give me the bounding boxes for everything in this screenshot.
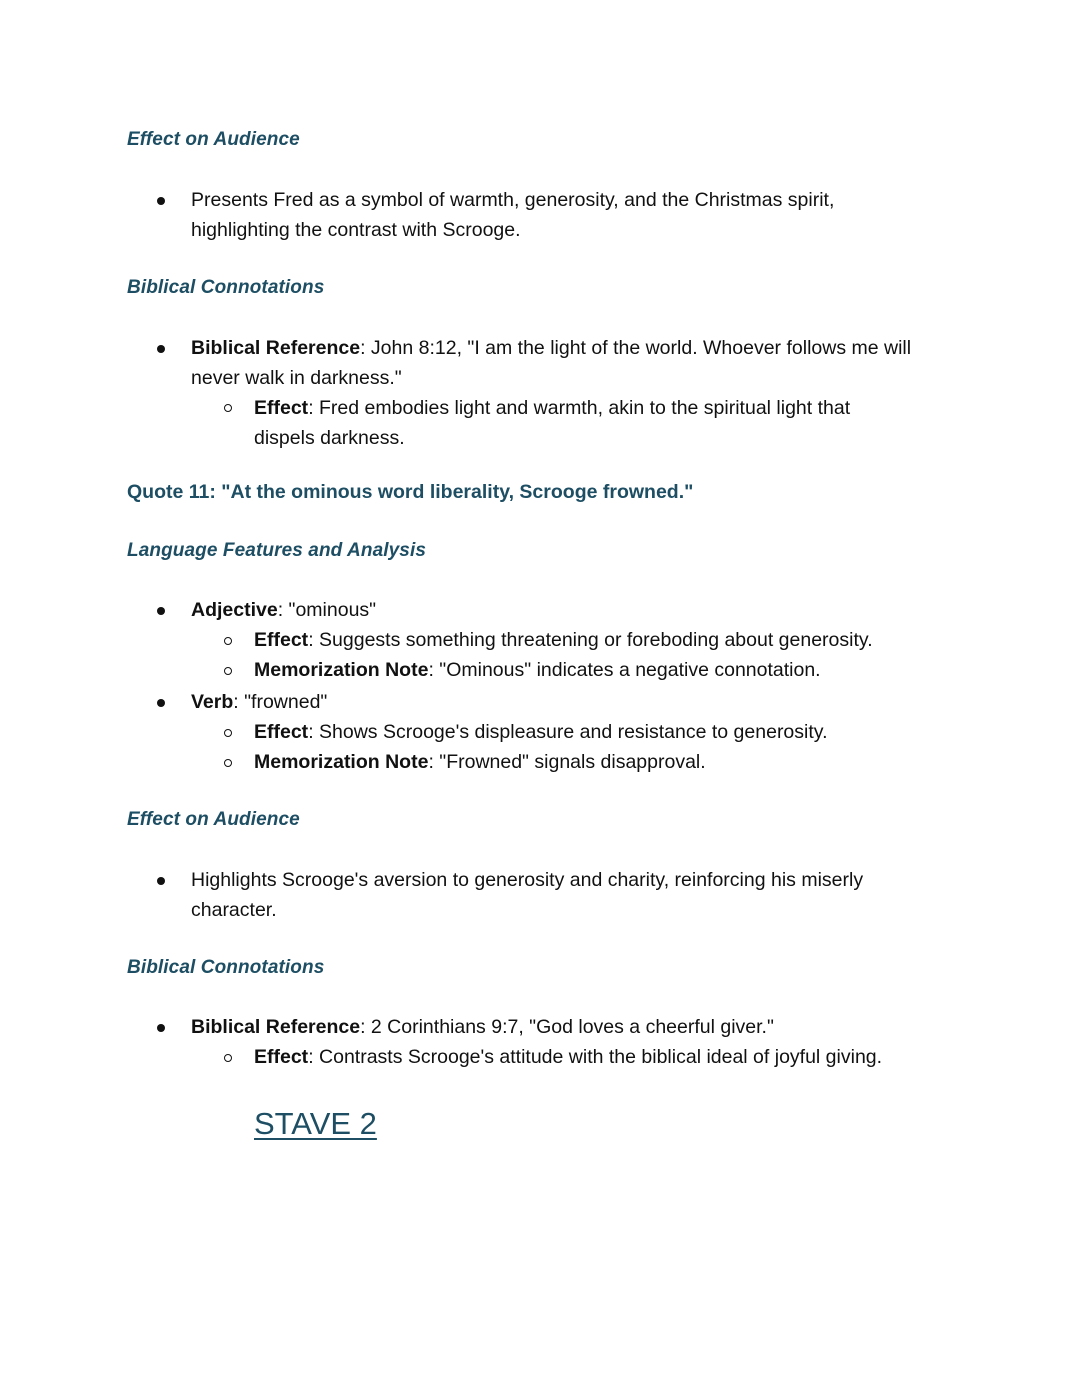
effect-line: Highlights Scrooge's aversion to generosity and charity, reinforcing his miserly — [191, 869, 864, 891]
biblical-effect-line: dispels darkness. — [254, 427, 405, 449]
effect-line: highlighting the contrast with Scrooge. — [191, 219, 521, 241]
effect-line: Presents Fred as a symbol of warmth, generosity, and the Christmas spirit, — [191, 189, 835, 211]
effect-heading-2: Effect on Audience — [127, 809, 300, 830]
effect-label: Effect — [254, 721, 309, 743]
bullet-icon — [157, 877, 165, 885]
biblical-heading-2: Biblical Connotations — [127, 957, 325, 978]
memo-label: Memorization Note — [254, 751, 429, 773]
effect-label: Effect — [254, 629, 309, 651]
effect-text: : Contrasts Scrooge's attitude with the biblical ideal of joyful giving. — [308, 1046, 883, 1068]
bullet-icon — [157, 607, 165, 615]
biblical-ref-line — [191, 333, 911, 363]
sub-bullet-icon — [224, 637, 232, 645]
verb-value: : "frowned" — [233, 691, 328, 713]
bullet-icon — [157, 197, 165, 205]
biblical-ref-2 — [191, 1012, 774, 1042]
biblical-ref-text: : 2 Corinthians 9:7, "God loves a cheerful giver." — [360, 1016, 774, 1038]
sub-bullet-icon — [224, 667, 232, 675]
adjective-item — [191, 595, 376, 625]
bullet-icon — [157, 345, 165, 353]
verb-memo — [254, 747, 706, 777]
sub-bullet-icon — [224, 1054, 232, 1062]
effect-text: : Fred embodies light and warmth, akin to the spiritual light that — [308, 397, 851, 419]
effect-line: character. — [191, 899, 277, 921]
biblical-ref-label: Biblical Reference — [191, 337, 361, 359]
biblical-effect-1 — [254, 393, 850, 453]
biblical-heading-1: Biblical Connotations — [127, 277, 325, 298]
stave-2-link[interactable]: STAVE 2 — [254, 1106, 377, 1141]
adjective-value: : "ominous" — [277, 599, 377, 621]
adjective-effect — [254, 625, 873, 655]
sub-bullet-icon — [224, 759, 232, 767]
sub-bullet-icon — [224, 729, 232, 737]
verb-effect — [254, 717, 828, 747]
memo-label: Memorization Note — [254, 659, 429, 681]
quote-11-title: Quote 11: "At the ominous word liberality, Scrooge frowned." — [127, 481, 694, 503]
biblical-ref-line: never walk in darkness." — [191, 367, 402, 389]
verb-item — [191, 687, 327, 717]
effect-label: Effect — [254, 1046, 309, 1068]
effect-text-1 — [191, 185, 834, 245]
effect-text-2 — [191, 865, 863, 925]
biblical-ref-label: Biblical Reference — [191, 1016, 361, 1038]
biblical-effect-2 — [254, 1042, 882, 1072]
biblical-ref-1 — [191, 333, 911, 393]
memo-text: : "Ominous" indicates a negative connotation. — [428, 659, 821, 681]
language-features-heading: Language Features and Analysis — [127, 540, 426, 561]
effect-text: : Shows Scrooge's displeasure and resistance to generosity. — [308, 721, 828, 743]
effect-label: Effect — [254, 397, 309, 419]
sub-bullet-icon — [224, 404, 232, 412]
memo-text: : "Frowned" signals disapproval. — [428, 751, 706, 773]
adjective-memo — [254, 655, 821, 685]
biblical-ref-text: : John 8:12, "I am the light of the world. Whoever follows me will — [360, 337, 912, 359]
adjective-label: Adjective — [191, 599, 278, 621]
biblical-effect-line — [254, 393, 850, 423]
bullet-icon — [157, 699, 165, 707]
verb-label: Verb — [191, 691, 234, 713]
effect-heading-1: Effect on Audience — [127, 129, 300, 150]
effect-text: : Suggests something threatening or foreboding about generosity. — [308, 629, 873, 651]
bullet-icon — [157, 1024, 165, 1032]
